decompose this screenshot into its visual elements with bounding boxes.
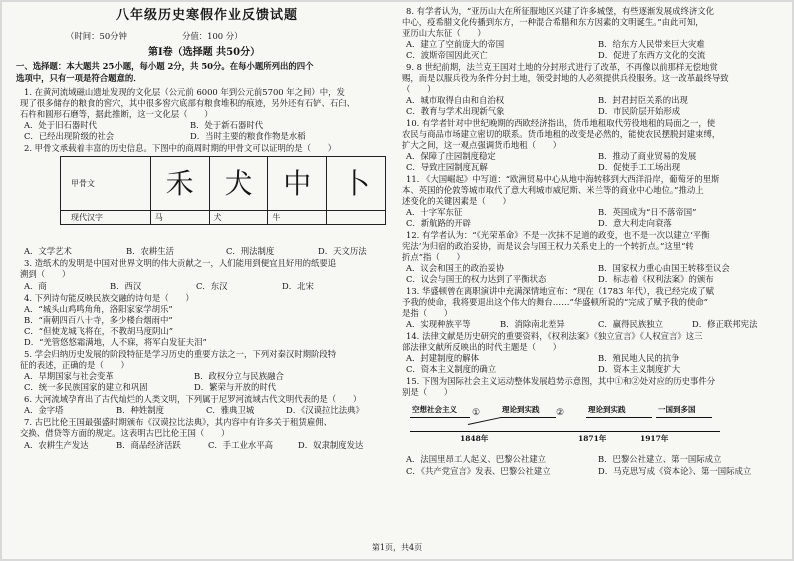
q13-stem-3: 是指（ ）: [402, 308, 453, 318]
q14-stem-2: 部法律文献所反映出的时代主题是（ ）: [402, 342, 562, 352]
q14-option-c: C．资本主义制度的确立: [406, 364, 497, 374]
timeline-step-2: [500, 417, 556, 418]
q9-option-a: A．城市取得自由和自治权: [406, 95, 505, 105]
q9-stem-2: 赐，而是以服兵役为条件分封土地，领受封地的人必须提供兵役服务。这一改革最终导致: [402, 73, 729, 83]
q6-stem: 6. 大河流域孕育出了古代灿烂的人类文明，下列属于尼罗河流域古代文明代表的是（ ）: [24, 394, 362, 404]
modern-row-label: 现代汉字: [61, 211, 151, 225]
oracle-glyph-3: 中: [268, 157, 327, 211]
timeline-stage-3: 理论到实践: [588, 405, 626, 414]
q11-option-b: B．英国成为“日不落帝国”: [598, 207, 697, 217]
q15-option-b: B．巴黎公社建立、第一国际成立: [598, 454, 722, 464]
q4-stem: 4. 下列诗句能反映民族交融的诗句是（ ）: [24, 293, 194, 303]
modern-char-1: 马: [150, 211, 209, 225]
timeline-step-1: [410, 417, 470, 418]
q2-stem: 2. 甲骨文承载着丰富的历史信息。下图中的商周时期的甲骨文可以证明的是（ ）: [24, 143, 337, 153]
q13-stem-2: 予我的使命，我将要退出这个伟大的舞台……”华盛顿所说的“完成了赋予我的使命”: [402, 297, 708, 307]
oracle-row-label: 甲骨文: [61, 157, 151, 211]
q12-stem-3: 折点”指（ ）: [402, 252, 465, 262]
q13-option-d: D．修正联邦宪法: [692, 319, 758, 329]
q9-option-b: B．封君封臣关系的出现: [598, 95, 688, 105]
q5-option-b: B．政权分立与民族融合: [194, 371, 284, 381]
q8-option-a: A．建立了空前庞大的帝国: [406, 39, 505, 49]
q2-option-c: C．刑法制度: [226, 246, 275, 256]
q8-option-c: C．波斯帝国因此灭亡: [406, 50, 488, 60]
timeline-year-1917: 1917年: [640, 434, 669, 443]
q6-option-c: C．雅典卫城: [206, 405, 255, 415]
timeline-axis: [410, 431, 720, 432]
q2-option-b: B．农耕生活: [126, 246, 175, 256]
page-footer: 第1页，共4页: [371, 543, 423, 552]
modern-char-3: 牛: [268, 211, 327, 225]
part1-heading: 第Ⅰ卷（选择题 共50分）: [148, 47, 261, 58]
timeline-year-1848: 1848年: [460, 434, 489, 443]
q6-option-b: B．种姓制度: [116, 405, 165, 415]
q8-stem-3: 亚历山大东征（ ）: [402, 28, 486, 38]
q11-stem-1: 11. 《大国崛起》中写道：“欧洲贸易中心从地中海转移到大西洋沿岸，葡萄牙的里斯: [406, 174, 720, 184]
q3-option-b: B．西汉: [110, 281, 142, 291]
q12-option-b: B．国家权力重心由国王转移至议会: [598, 263, 730, 273]
q6-option-d: D．《汉谟拉比法典》: [286, 405, 364, 415]
timeline-stage-1: 空想社会主义: [412, 405, 457, 414]
q10-option-c: C．导致庄园制度瓦解: [406, 162, 488, 172]
q11-stem-2: 本、英国的伦敦等城市取代了意大利城市威尼斯、米兰等的商业中心地位。”推动上: [402, 185, 704, 195]
q13-option-b: B．消除南北差异: [500, 319, 565, 329]
q9-option-d: D．市民阶层开始形成: [598, 106, 681, 116]
q4-option-b: B．“南朝四百八十寺，多少楼台烟雨中”: [24, 315, 173, 325]
q2-option-d: D．天文历法: [318, 246, 367, 256]
q2-option-a: A．文学艺术: [24, 246, 72, 256]
oracle-glyph-2: 犬: [209, 157, 268, 211]
q3-stem-1: 3. 造纸术的发明是中国对世界文明的伟大贡献之一，人们能用到便宜且好用的纸要追: [24, 258, 337, 268]
q4-option-c: C．“但使龙城飞将在，不教胡马度阴山”: [24, 326, 173, 336]
score-info: 分值：100 分）: [182, 31, 243, 41]
time-info: （时间：50分钟: [66, 31, 127, 41]
q10-option-a: A．保障了庄园制度稳定: [406, 151, 496, 161]
q10-stem-2: 农民与商品市场建立密切的联系。货币地租的改变是必然的，能使农民摆脱封建束缚，: [402, 129, 721, 139]
q14-option-a: A．封建制度的解体: [406, 353, 480, 363]
q11-option-c: C．新航路的开辟: [406, 218, 472, 228]
q3-option-d: D．北宋: [282, 281, 314, 291]
instructions-line1: 一、选择题：本大题共 25小题，每小题 2分，共 50分。在每小题所列出的四个: [16, 61, 314, 71]
q10-option-d: D．促使手工工场出现: [598, 162, 681, 172]
oracle-glyph-1: 禾: [150, 157, 209, 211]
q3-stem-2: 溯到（ ）: [20, 269, 71, 279]
modern-char-2: 犬: [209, 211, 268, 225]
q7-option-c: C．手工业水平高: [208, 440, 274, 450]
q5-option-c: C．统一多民族国家的建立和巩固: [24, 382, 148, 392]
oracle-bone-table: [60, 156, 386, 225]
q10-stem-1: 10. 有学者针对中世纪晚期的西欧经济指出，货币地租取代劳役地租的局面之一，使: [406, 118, 716, 128]
oracle-glyph-4: 卜: [327, 157, 386, 211]
q5-option-d: D．繁荣与开放的时代: [194, 382, 277, 392]
q15-stem-1: 15. 下图为国际社会主义运动整体发展趋势示意图，其中①和②处对应的历史事件分: [406, 376, 716, 386]
q5-stem-1: 5. 学会归纳历史发展的阶段特征是学习历史的重要方法之一，下列对秦汉时期阶段特: [24, 349, 337, 359]
timeline-marker-2: ②: [556, 408, 565, 418]
q1-stem-2: 现了很多储存的粮食的窖穴，其中很多窖穴底部有粮食堆积的痕迹，另外还有石铲、石臼、: [20, 98, 355, 108]
q8-stem-2: 中心，疫希腊文化传播到东方，一种混合希腊和东方因素的文明诞生。”由此可知，: [402, 17, 704, 27]
timeline-stage-4: 一国到多国: [658, 405, 696, 414]
q8-stem-1: 8. 有学者认为，“亚历山大在所征服地区兴建了许多城堡，有些逐渐发展成终济文化: [406, 6, 715, 16]
q13-option-c: C．赢得民族独立: [598, 319, 664, 329]
q12-option-a: A．议会和国王的政治妥协: [406, 263, 505, 273]
q11-stem-3: 述变化的关键因素是（ ）: [402, 196, 511, 206]
q1-option-a: A．处于旧石器时代: [24, 120, 98, 130]
q8-option-b: B．给东方人民带来巨大灾难: [598, 39, 705, 49]
q10-stem-3: 扩大之间，这一观点强调货币地租（ ）: [402, 140, 562, 150]
q15-option-c: C．《共产党宣言》发表、巴黎公社建立: [406, 466, 551, 476]
q7-option-a: A．农耕生产发达: [24, 440, 89, 450]
q7-option-b: B．商品经济活跃: [116, 440, 181, 450]
q15-option-d: D．马克思写成《资本论》、第一国际成立: [598, 466, 752, 476]
q13-stem-1: 13. 华盛顿曾在离职演讲中充满深情地宣布：“现在（1783 年代），我已经完成了赋: [406, 286, 715, 296]
q12-option-d: D．标志着《权利法案》的颁布: [598, 274, 714, 284]
q1-option-c: C．已经出现阶级的社会: [24, 131, 115, 141]
q9-stem-3: （ ）: [402, 84, 436, 94]
timeline-marker-1: ①: [472, 408, 481, 418]
q4-option-d: D．“羌管悠悠霜满地，人不寐，将军白发征夫泪”: [24, 337, 207, 347]
q11-option-a: A．十字军东征: [406, 207, 463, 217]
q7-stem-2: 交换、借贷等方面的规定。这表明古巴比伦王国（ ）: [20, 428, 230, 438]
q1-stem-1: 1. 在黄河流域磁山遗址发现的文化层（公元前 6000 年到公元前5700 年之间）中，发: [24, 87, 345, 97]
timeline-step-3: [586, 417, 652, 418]
q14-stem-1: 14. 法律文献是历史研究的重要资料，《权利法案》《独立宣言》《人权宣言》这三: [406, 331, 703, 341]
q14-option-d: D．资本主义制度扩大: [598, 364, 681, 374]
q7-option-d: D．奴隶制度发达: [298, 440, 364, 450]
q10-option-b: B．推动了商业贸易的发展: [598, 151, 697, 161]
q5-stem-2: 征的表述，正确的是（ ）: [20, 360, 129, 370]
q15-option-a: A．法国里昂工人起义、巴黎公社建立: [406, 454, 547, 464]
q5-option-a: A．早期国家与社会变革: [24, 371, 114, 381]
q6-option-a: A．金字塔: [24, 405, 64, 415]
timeline-step-4: [656, 417, 712, 418]
exam-title: 八年级历史寒假作业反馈试题: [116, 8, 299, 23]
q8-option-d: D．促进了东西方文化的交流: [598, 50, 706, 60]
q9-option-c: C．教育与学术出现新气象: [406, 106, 505, 116]
q4-option-a: A．“城头山鸡鸣角角，洛阳家家学胡乐”: [24, 304, 173, 314]
q3-option-c: C．东汉: [196, 281, 228, 291]
instructions-line2: 选项中，只有一项是符合题意的．: [16, 73, 142, 83]
q1-option-b: B．处于新石器时代: [190, 120, 264, 130]
q15-stem-2: 别是（ ）: [402, 387, 453, 397]
timeline-stage-2: 理论到实践: [502, 405, 540, 414]
q1-option-d: D．当时主要的粮食作物是水稻: [190, 131, 306, 141]
timeline-year-1871: 1871年: [578, 434, 607, 443]
q1-stem-3: 石杵和圆形石磨等，据此推断，这一文化层（ ）: [20, 109, 213, 119]
q14-option-b: B．殖民地人民的抗争: [598, 353, 680, 363]
q9-stem-1: 9. 8 世纪前期，法兰克王国对土地的分封形式进行了改革，不再像以前那样无偿地赏: [406, 62, 718, 72]
q13-option-a: A．实现种族平等: [406, 319, 471, 329]
q11-option-d: D．意大利走向衰落: [598, 218, 672, 228]
exam-page: [2, 2, 792, 559]
q7-stem-1: 7. 古巴比伦王国最强盛时期颁布《汉谟拉比法典》，其内容中有许多关于租赁雇佣、: [24, 417, 332, 427]
q12-stem-2: 宪法’为归宿的政治妥协，而是议会与国王权力关系史上的一个转折点。”这里“转: [402, 241, 694, 251]
q12-stem-1: 12. 有学者认为：“《光荣革命》不是一次抹不足道的政变，也不是一次以建立‘平衡: [406, 230, 710, 240]
q12-option-c: C．议会与国王的权力达到了平衡状态: [406, 274, 547, 284]
q3-option-a: A．商: [24, 281, 47, 291]
